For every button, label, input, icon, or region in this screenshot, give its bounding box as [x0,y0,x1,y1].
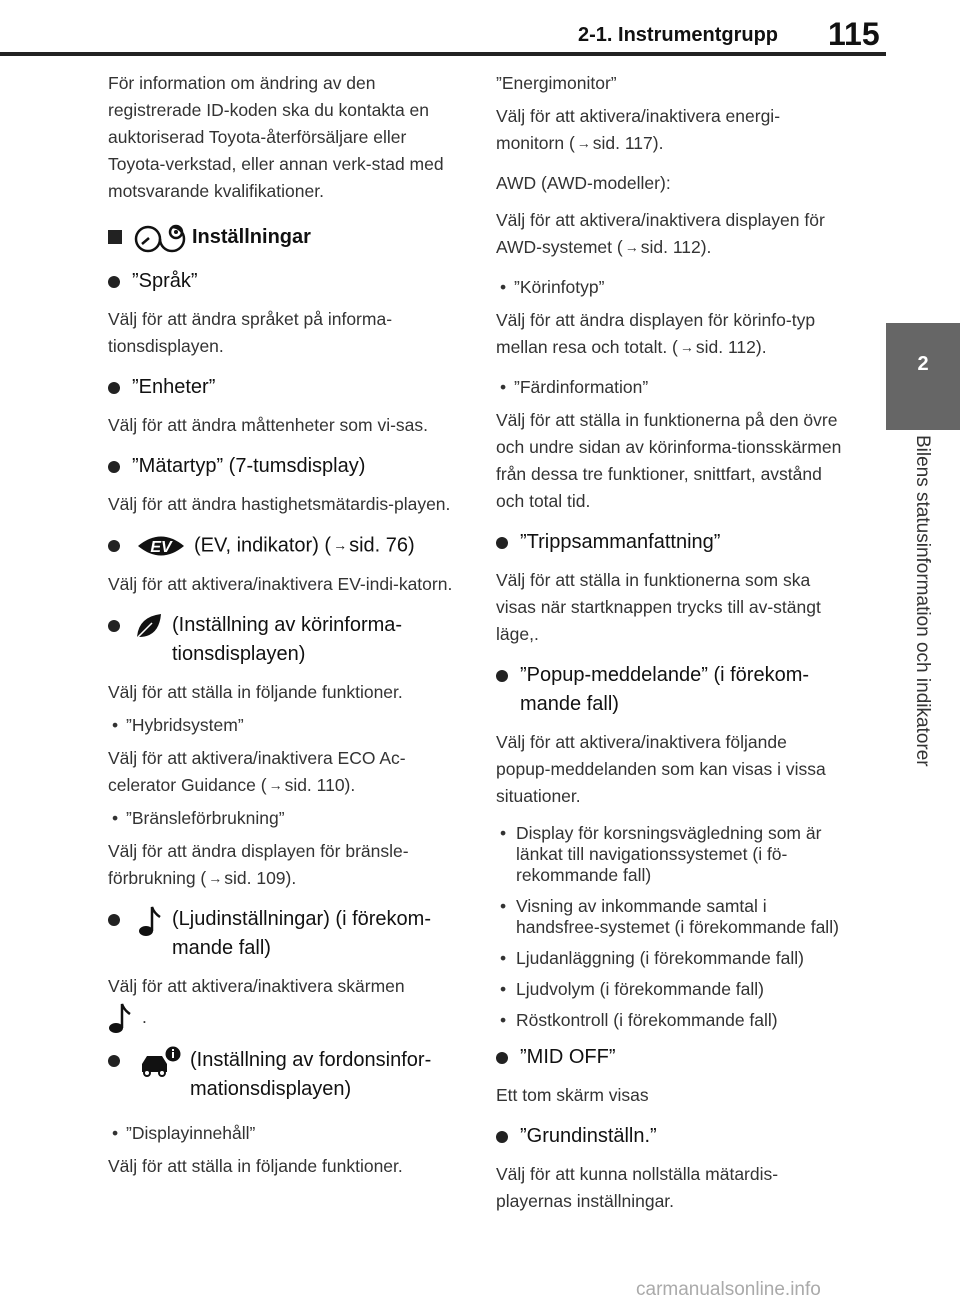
menu-item-ev [108,531,460,561]
menu-item-drive-info-title: (Inställning av körinforma-tionsdisplayen) [172,614,403,665]
trip-info-label: ”Färdinformation” [514,377,649,397]
mid-off-title: ”MID OFF” [520,1046,616,1068]
arrow-right-icon: → [576,135,591,151]
fuel-description-a: Välj för att ändra displayen för bränsle-förbrukning ( [108,841,409,888]
ev-indicator-icon [134,531,188,561]
menu-item-ev-title-b: sid. 76) [349,534,415,557]
chapter-tab-number: 2 [917,353,929,375]
awd-description-a: Välj för att aktivera/inaktivera displayen för AWD-systemet ( [496,210,825,257]
mid-off-description: Ett tom skärm visas [496,1085,649,1105]
ev-description: Välj för att aktivera/inaktivera EV-indi-katorn. [108,574,453,594]
chapter-title: 2-1. Instrumentgrupp [578,24,779,46]
hybrid-label: ”Hybridsystem” [126,715,244,735]
awd-description-b: sid. 112). [640,237,712,257]
bullet-dot-icon [108,540,120,552]
bullet-dot-icon [496,670,508,682]
leaf-icon [134,611,164,641]
sound-description-icon-line [108,1002,460,1034]
bullet-dot-icon [108,382,120,394]
header-rule [0,52,886,56]
menu-item-language [108,267,460,296]
sound-description: Välj för att aktivera/inaktivera skärmen [108,976,405,996]
sound-description-end: . [142,1006,147,1027]
settings-gauge-icon [132,221,186,253]
arrow-right-icon: → [268,777,283,793]
arrow-right-icon: → [624,239,639,255]
bullet-dot-icon [108,1055,120,1067]
units-description: Välj för att ändra måttenheter som vi-sas. [108,415,428,435]
hybrid-description [108,745,460,799]
watermark: carmanualsonline.info [636,1279,821,1300]
energy-description [496,103,846,157]
drive-info-description: Välj för att ställa in följande funktioner. [108,682,403,702]
awd-label: AWD (AWD-modeller): [496,173,671,193]
meter-type-description: Välj för att ändra hastighetsmätardis-playen. [108,494,451,514]
bullet-dot-icon [496,1052,508,1064]
popup-list-item-text: Ljudvolym (i förekommande fall) [516,979,765,999]
settings-heading-label: Inställningar [192,225,311,248]
drive-type-description-a: Välj för att ändra displayen för körinfo-typ mellan resa och totalt. ( [496,310,816,357]
svg-text:EV: EV [150,539,172,556]
menu-item-units-title: ”Enheter” [132,376,216,398]
trip-summary-title: ”Trippsammanfattning” [520,531,721,553]
menu-item-popup [496,661,846,719]
menu-item-sound-title: (Ljudinställningar) (i förekom-mande fall) [172,908,431,959]
menu-item-sound [108,905,460,963]
popup-list-item-text: Ljudanläggning (i förekommande fall) [516,948,804,968]
popup-list-item: • Visning av inkommande samtal i handsfree-systemet (i förekommande fall) [500,896,839,937]
chapter-side-label-text: Bilens statusinformation och indikatorer [912,435,933,767]
trip-summary-description: Välj för att ställa in funktionerna som ska visas när startknappen trycks till av-stängt läge,. [496,570,821,644]
drive-type-description-b: sid. 112). [695,337,767,357]
trip-info-description: Välj för att ställa in funktionerna på den övre och undre sidan av körinforma-tionsskärmen från dessa tre funktioner, snittfart, avstånd och total tid. [496,410,842,511]
popup-list-item-text: Röstkontroll (i förekommande fall) [516,1010,778,1030]
popup-title: ”Popup-meddelande” (i förekom-mande fall) [520,664,810,715]
bullet-dot-icon [108,914,120,926]
hybrid-description-a: Välj för att aktivera/inaktivera ECO Ac-celerator Guidance ( [108,748,406,795]
energy-description-b: sid. 117). [592,133,664,153]
popup-description: Välj för att aktivera/inaktivera följande popup-meddelanden som kan visas i vissa situationer. [496,732,826,806]
drive-type-description [496,307,846,361]
chapter-side-label [895,435,935,795]
arrow-right-icon: → [333,537,348,554]
vehicle-info-icon [138,1046,182,1078]
arrow-right-icon: → [679,339,694,355]
list-item-trip-info: • ”Färdinformation” [500,377,649,397]
square-bullet-icon [108,230,122,244]
menu-item-meter-type-title: ”Mätartyp” (7-tumsdisplay) [132,455,366,477]
energy-label: ”Energimonitor” [496,73,617,93]
popup-list-item-text: Display för korsningsvägledning som är länkat till navigationssystemet (i fö-rekommande fall) [516,823,822,885]
menu-item-ev-title-a: (EV, indikator) ( [194,534,332,557]
display-content-label: ”Displayinnehåll” [126,1123,256,1143]
menu-item-meter-type [108,452,460,481]
menu-item-drive-info [108,611,460,669]
popup-list-item-text: Visning av inkommande samtal i handsfree-systemet (i förekommande fall) [516,896,839,937]
language-description: Välj för att ändra språket på informa-tionsdisplayen. [108,309,393,356]
reset-title: ”Grundinställn.” [520,1125,657,1147]
settings-heading [108,221,460,253]
bullet-dot-icon [108,276,120,288]
popup-list-item: • Röstkontroll (i förekommande fall) [500,1010,778,1030]
list-item-display-content: • ”Displayinnehåll” [112,1123,256,1143]
display-content-description: Välj för att ställa in följande funktioner. [108,1156,403,1176]
drive-type-label: ”Körinfotyp” [514,277,605,297]
menu-item-language-title: ”Språk” [132,270,198,292]
awd-description [496,207,846,261]
music-note-icon [138,905,162,937]
arrow-right-icon: → [208,870,223,886]
popup-list-item: • Ljudanläggning (i förekommande fall) [500,948,804,968]
page-number: 115 [828,16,880,52]
list-item-fuel: • ”Bränsleförbrukning” [112,808,285,828]
hybrid-description-b: sid. 110). [284,775,356,795]
menu-item-trip-summary [496,528,846,557]
right-column [496,70,846,1228]
bullet-dot-icon [496,537,508,549]
energy-description-a: Välj för att aktivera/inaktivera energi-monitorn ( [496,106,781,153]
menu-item-vehicle-info-title: (Inställning av fordonsinfor-mationsdisplayen) [190,1049,432,1100]
bullet-dot-icon [496,1131,508,1143]
chapter-tab [886,323,960,430]
intro-paragraph: För information om ändring av den registrerade ID-koden ska du kontakta en auktoriserad Toyota-återförsäljare eller Toyota-verkstad, eller annan verk-stad med motsvarande kvalifikationer. [108,73,444,201]
fuel-description-b: sid. 109). [224,868,297,888]
menu-item-mid-off [496,1043,846,1072]
list-item-hybrid: • ”Hybridsystem” [112,715,244,735]
list-item-drive-type: • ”Körinfotyp” [500,277,605,297]
fuel-description [108,838,460,892]
music-note-icon [108,1002,132,1034]
bullet-dot-icon [108,461,120,473]
reset-description: Välj för att kunna nollställa mätardis-playernas inställningar. [496,1164,779,1211]
menu-item-vehicle-info [108,1046,460,1104]
popup-list-item: • Display för korsningsvägledning som är länkat till navigationssystemet (i fö-rekommande fall) [500,823,822,885]
bullet-dot-icon [108,620,120,632]
popup-list-item: • Ljudvolym (i förekommande fall) [500,979,765,999]
menu-item-reset [496,1122,846,1151]
menu-item-units [108,373,460,402]
left-column [108,70,460,1193]
fuel-label: ”Bränsleförbrukning” [126,808,285,828]
